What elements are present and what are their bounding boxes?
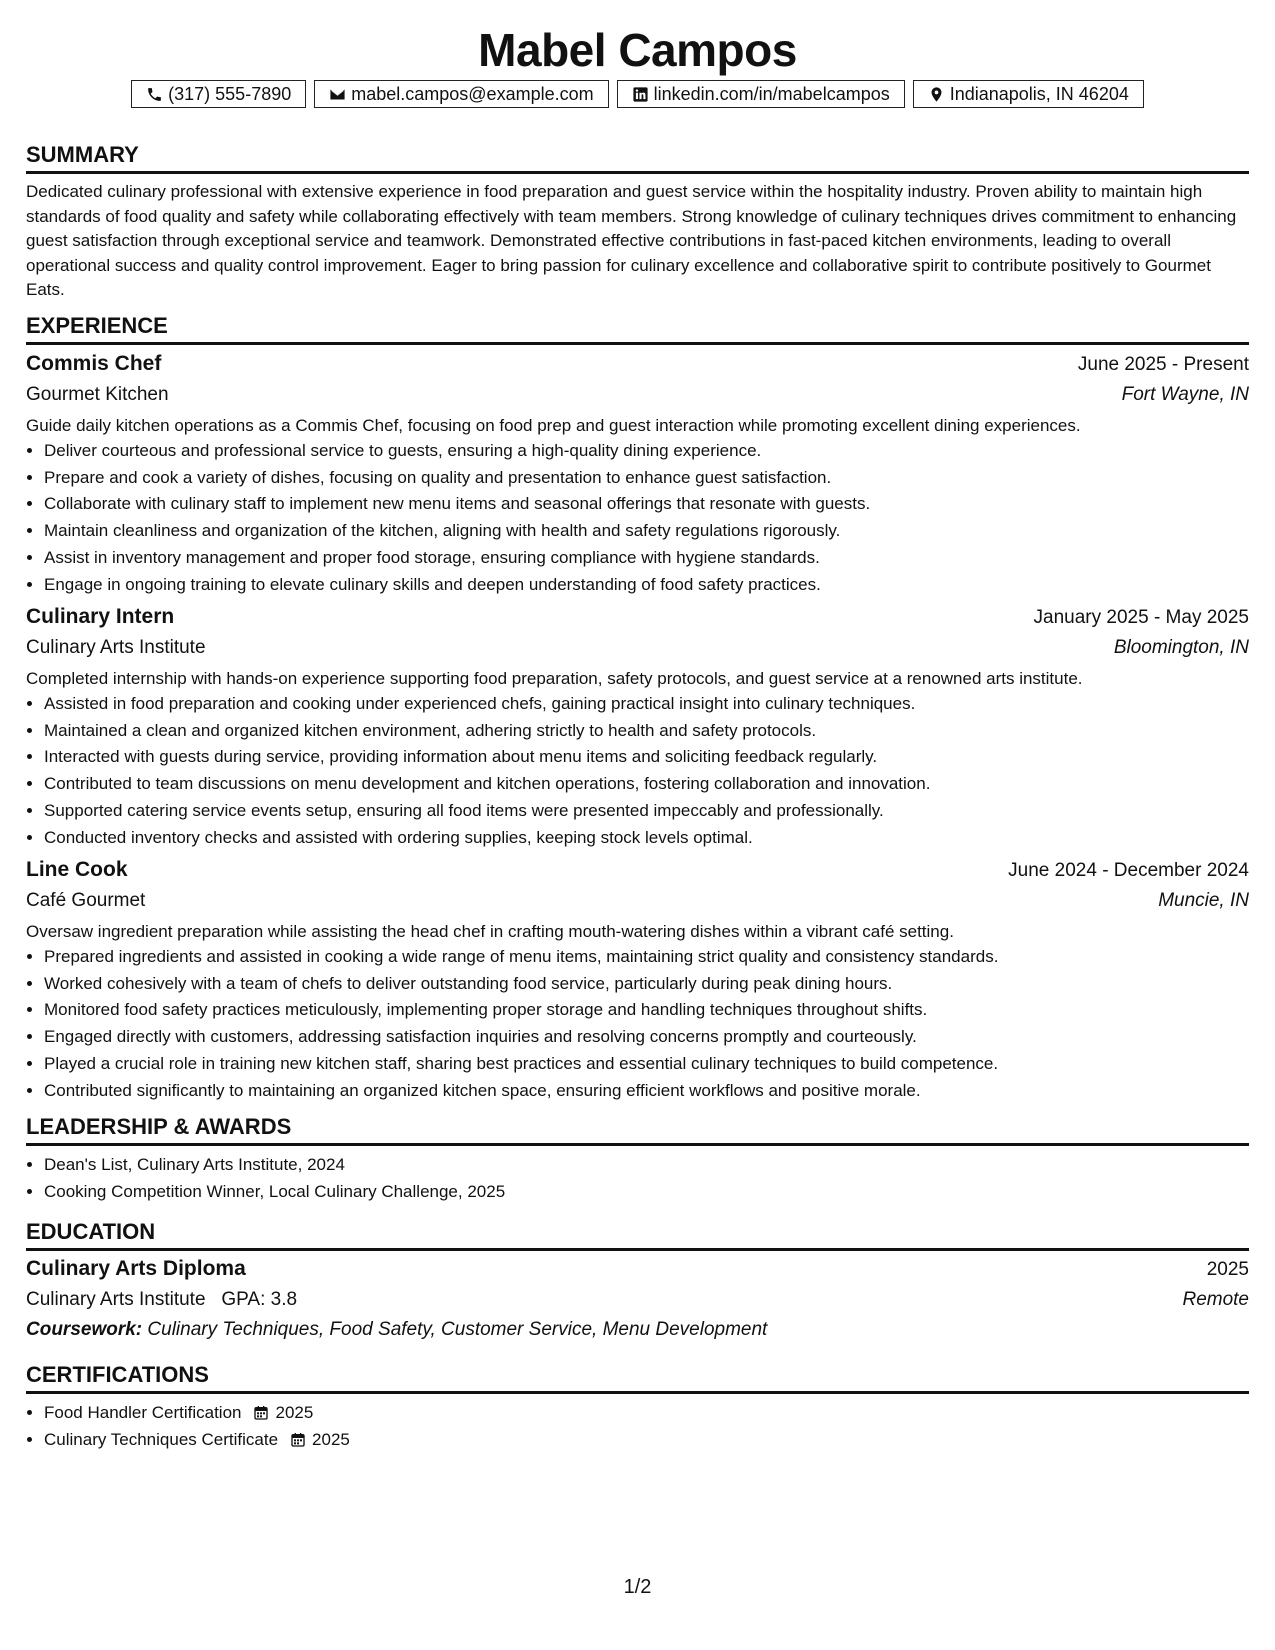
job-description: Oversaw ingredient preparation while assisting the head chef in crafting mouth-watering dishes within a vibrant café setting. [26,922,954,941]
location-text: Indianapolis, IN 46204 [949,83,1129,104]
awards-section [26,1114,1249,1205]
phone-icon [146,86,163,103]
job-title: Commis Chef [26,352,162,375]
calendar-icon [253,1405,269,1421]
email-text: mabel.campos@example.com [351,83,594,104]
contact-location [913,80,1144,108]
degree-title: Culinary Arts Diploma [26,1257,246,1280]
job-company: Culinary Arts Institute [26,637,206,658]
list-item: • Interacted with guests during service, providing information about menu items and soliciting feedback regularly. [44,744,1249,771]
certification-name: • Culinary Techniques Certificate [44,1429,279,1449]
job-entry-2 [26,603,1249,851]
school-location: Remote [1182,1289,1249,1310]
list-item: • Dean's List, Culinary Arts Institute, 2024 [44,1152,1249,1179]
list-item: • Worked cohesively with a team of chefs to deliver outstanding food service, particularly during peak dining hours. [44,971,1249,998]
list-item [44,1400,1249,1427]
list-item: • Contributed to team discussions on menu development and kitchen operations, fostering collaboration and innovation. [44,771,1249,798]
linkedin-text: linkedin.com/in/mabelcampos [653,83,890,104]
job-entry-1 [26,350,1249,598]
resume-page [26,0,1249,1449]
certification-name: • Food Handler Certification [44,1403,242,1422]
job-location: Bloomington, IN [1113,637,1249,658]
list-item: • Supported catering service events setup, ensuring all food items were presented impeccably and professionally. [44,798,1249,825]
job-bullets [26,438,1249,598]
education-section [26,1219,1249,1345]
contact-linkedin[interactable] [617,80,905,108]
certifications-list [26,1400,1249,1453]
gpa: GPA: 3.8 [221,1289,298,1310]
job-date: January 2025 - May 2025 [1033,607,1249,628]
list-item: • Played a crucial role in training new kitchen staff, sharing best practices and essential culinary techniques to build competence. [44,1051,1249,1078]
list-item: • Monitored food safety practices meticulously, implementing proper storage and handling techniques throughout shifts. [44,997,1249,1024]
job-company: Café Gourmet [26,890,146,911]
job-date: June 2024 - December 2024 [1008,860,1249,881]
list-item: • Conducted inventory checks and assisted with ordering supplies, keeping stock levels optimal. [44,825,1249,852]
job-company: Gourmet Kitchen [26,384,169,405]
contact-phone[interactable] [131,80,306,108]
contact-bar [26,80,1249,108]
certifications-section [26,1362,1249,1453]
job-title: Culinary Intern [26,605,175,628]
job-description: Completed internship with hands-on experience supporting food preparation, safety protocols, and guest service at a renowned arts institute. [26,669,1083,688]
calendar-icon [290,1432,306,1448]
phone-text: (317) 555-7890 [168,83,292,104]
list-item: • Engage in ongoing training to elevate culinary skills and deepen understanding of food safety practices. [44,572,1249,599]
job-description: Guide daily kitchen operations as a Commis Chef, focusing on food prep and guest interaction while promoting excellent dining experiences. [26,416,1081,435]
list-item: • Maintained a clean and organized kitchen environment, adhering strictly to health and safety protocols. [44,718,1249,745]
candidate-name: Mabel Campos [478,24,797,76]
envelope-icon [329,86,346,103]
section-title-summary: SUMMARY [26,142,1249,174]
awards-list [26,1152,1249,1205]
section-title-education: EDUCATION [26,1219,1249,1251]
graduation-year: 2025 [1206,1259,1249,1280]
section-title-awards: LEADERSHIP & AWARDS [26,1114,1249,1146]
job-location: Muncie, IN [1158,890,1249,911]
page-number: 1/2 [623,1576,652,1598]
list-item: • Cooking Competition Winner, Local Culinary Challenge, 2025 [44,1179,1249,1206]
list-item: • Engaged directly with customers, addressing satisfaction inquiries and resolving concerns promptly and courteously. [44,1024,1249,1051]
section-title-experience: EXPERIENCE [26,313,1249,345]
job-bullets [26,691,1249,851]
list-item: • Maintain cleanliness and organization of the kitchen, aligning with health and safety regulations rigorously. [44,518,1249,545]
summary-section [26,142,1249,303]
list-item: • Contributed significantly to maintaining an organized kitchen space, ensuring efficient workflows and positive morale. [44,1078,1249,1105]
summary-text: Dedicated culinary professional with extensive experience in food preparation and guest service within the hospitality industry. Proven ability to maintain high standards of food quality and safety while collaborating effectively with team members. Strong knowledge of culinary techniques drives commitment to enhancing guest satisfaction through exceptional service and teamwork. Demonstrated effective contributions in fast-paced kitchen environments, leading to overall operational success and quality control improvement. Eager to bring passion for culinary excellence and collaborative spirit to contribute positively to Gourmet Eats. [26,182,1237,299]
linkedin-icon [632,86,649,103]
experience-section [26,313,1249,345]
job-entry-3 [26,856,1249,1104]
list-item: • Prepared ingredients and assisted in cooking a wide range of menu items, maintaining strict quality and consistency standards. [44,944,1249,971]
list-item: • Collaborate with culinary staff to implement new menu items and seasonal offerings that resonate with guests. [44,491,1249,518]
certification-year: 2025 [275,1403,314,1422]
coursework-list: Culinary Techniques, Food Safety, Customer Service, Menu Development [147,1319,768,1340]
list-item: • Assisted in food preparation and cooking under experienced chefs, gaining practical insight into culinary techniques. [44,691,1249,718]
job-date: June 2025 - Present [1077,354,1249,375]
coursework-label: Coursework: [26,1319,143,1340]
list-item: • Assist in inventory management and proper food storage, ensuring compliance with hygiene standards. [44,545,1249,572]
job-location: Fort Wayne, IN [1121,384,1249,405]
section-title-certifications: CERTIFICATIONS [26,1362,1249,1394]
job-bullets [26,944,1249,1104]
list-item [44,1427,1249,1454]
list-item: • Deliver courteous and professional service to guests, ensuring a high-quality dining experience. [44,438,1249,465]
coursework [26,1315,1249,1345]
job-title: Line Cook [26,858,128,881]
map-pin-icon [928,86,945,103]
school-name: Culinary Arts Institute [26,1289,206,1310]
contact-email[interactable] [314,80,608,108]
list-item: • Prepare and cook a variety of dishes, focusing on quality and presentation to enhance guest satisfaction. [44,465,1249,492]
certification-year: 2025 [312,1429,350,1449]
